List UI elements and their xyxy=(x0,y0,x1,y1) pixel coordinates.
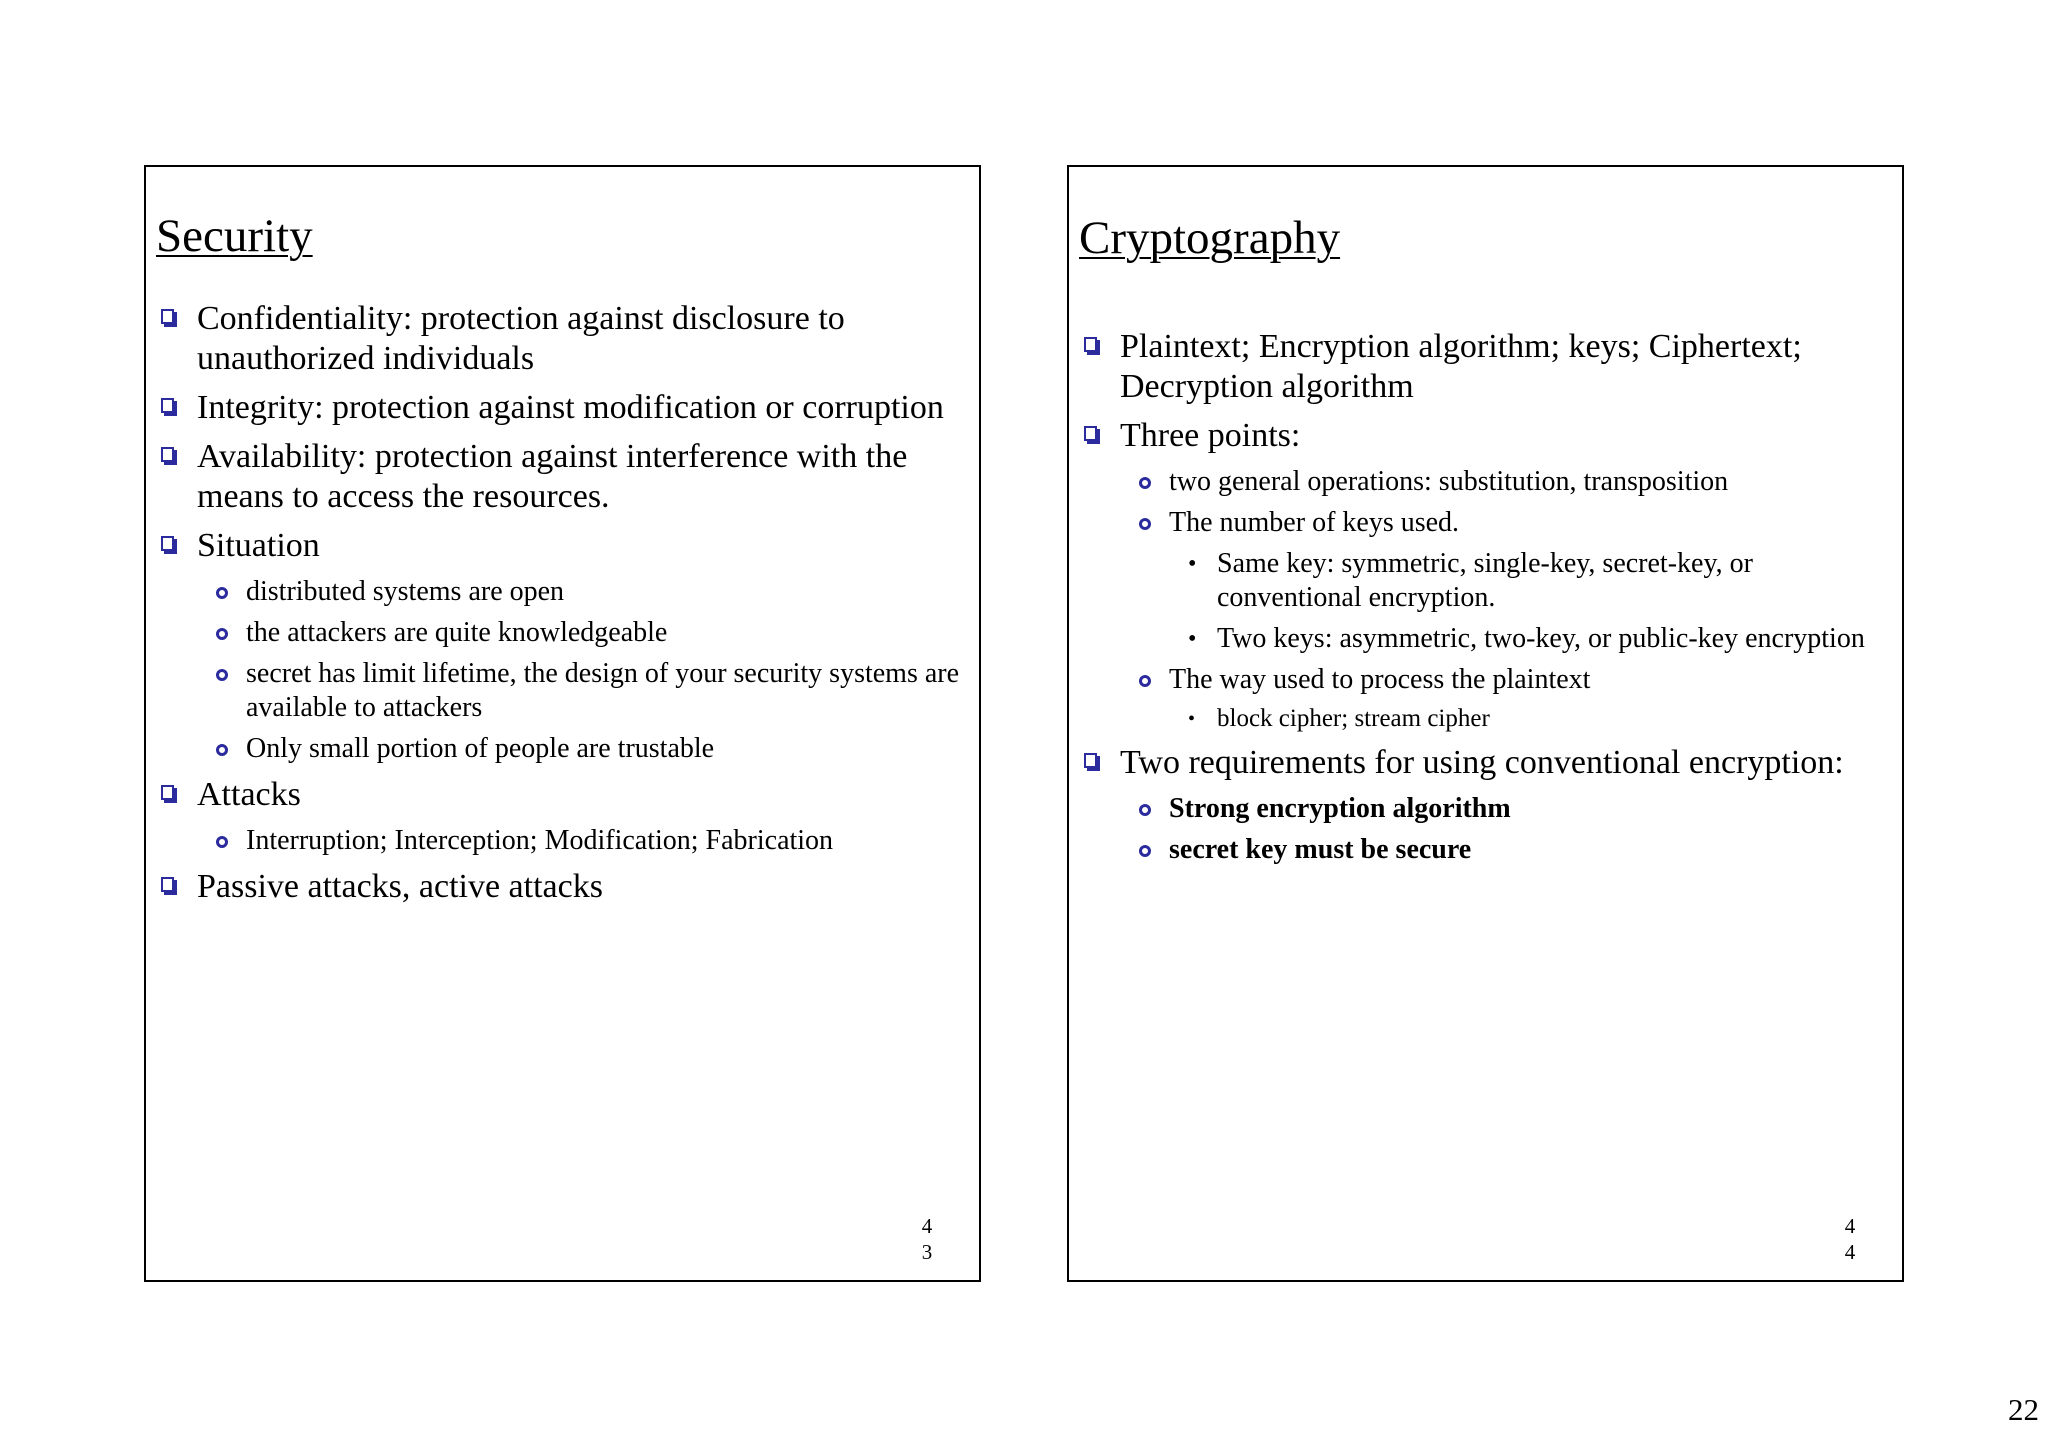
bullet-list xyxy=(146,299,971,916)
bullet-list xyxy=(1069,327,1894,876)
slide-cryptography xyxy=(1067,165,1904,1282)
list-item: Two requirements for using conventional encryption: Strong encryption algorithm secret key must be secure xyxy=(1069,743,1894,867)
sub-list xyxy=(197,575,971,766)
sub-list-item: The number of keys used. • Same key: symmetric, single-key, secret-key, or conventional encryption. • Two keys: asymmetric, two-key, or public-key encryption xyxy=(1120,506,1894,656)
slide-number: 44 xyxy=(1844,1214,1856,1264)
sub-sub-list xyxy=(1169,704,1894,734)
circle-bullet-icon xyxy=(216,744,228,756)
sub-list xyxy=(197,824,971,858)
sub-sub-list xyxy=(1169,547,1894,656)
sub-list-item: the attackers are quite knowledgeable xyxy=(197,616,971,650)
circle-bullet-icon xyxy=(1139,518,1151,530)
circle-bullet-icon xyxy=(1139,477,1151,489)
sub-list-item: two general operations: substitution, transposition xyxy=(1120,465,1894,499)
list-item: Plaintext; Encryption algorithm; keys; Ciphertext; Decryption algorithm xyxy=(1069,327,1894,407)
slide-number: 43 xyxy=(921,1214,933,1264)
list-item: Availability: protection against interference with the means to access the resources. xyxy=(146,437,971,517)
square-bullet-icon xyxy=(161,536,174,551)
sub-sub-list-item: • Same key: symmetric, single-key, secret-key, or conventional encryption. xyxy=(1188,548,1753,613)
slide-title: Cryptography xyxy=(1079,212,1341,264)
circle-bullet-icon xyxy=(216,836,228,848)
square-bullet-icon xyxy=(161,877,174,892)
list-item: Integrity: protection against modification or corruption xyxy=(146,388,971,428)
circle-bullet-icon xyxy=(216,587,228,599)
sub-sub-list-item: • Two keys: asymmetric, two-key, or public-key encryption xyxy=(1188,623,1865,654)
dot-bullet-icon: • xyxy=(1188,551,1197,577)
list-item: Passive attacks, active attacks xyxy=(146,867,971,907)
circle-bullet-icon xyxy=(1139,675,1151,687)
dot-bullet-icon: • xyxy=(1188,626,1197,652)
square-bullet-icon xyxy=(161,309,174,324)
square-bullet-icon xyxy=(1084,426,1097,441)
list-item: Confidentiality: protection against disclosure to unauthorized individuals xyxy=(146,299,971,379)
dot-bullet-icon: • xyxy=(1188,708,1196,730)
square-bullet-icon xyxy=(161,785,174,800)
sub-list-item: secret has limit lifetime, the design of your security systems are available to attackers xyxy=(197,657,971,725)
slide-title: Security xyxy=(156,210,313,262)
sub-list-item: Interruption; Interception; Modification; Fabrication xyxy=(197,824,971,858)
sub-list-item: Strong encryption algorithm xyxy=(1120,792,1894,826)
sub-list xyxy=(1120,465,1894,734)
square-bullet-icon xyxy=(1084,337,1097,352)
circle-bullet-icon xyxy=(1139,845,1151,857)
page-number: 22 xyxy=(2008,1392,2039,1427)
sub-list-item: secret key must be secure xyxy=(1120,833,1894,867)
sub-list-item: distributed systems are open xyxy=(197,575,971,609)
square-bullet-icon xyxy=(1084,753,1097,768)
square-bullet-icon xyxy=(161,447,174,462)
circle-bullet-icon xyxy=(1139,804,1151,816)
sub-list-item: The way used to process the plaintext • block cipher; stream cipher xyxy=(1120,663,1894,734)
list-item: Situation distributed systems are open the attackers are quite knowledgeable secret has limit lifetime, the design of your security systems are available to attackers Only small portion of people are trustable xyxy=(146,526,971,766)
circle-bullet-icon xyxy=(216,628,228,640)
square-bullet-icon xyxy=(161,398,174,413)
circle-bullet-icon xyxy=(216,669,228,681)
list-item: Three points: two general operations: substitution, transposition The number of keys used. • Same key: symmetric, single-key, secret-key, or conventional encryption. • Two keys: asymmetric, two-key, or public-key encryption The way used to process the plaintext • block cipher; stream cipher xyxy=(1069,416,1894,734)
list-item: Attacks Interruption; Interception; Modification; Fabrication xyxy=(146,775,971,858)
sub-list-item: Only small portion of people are trustable xyxy=(197,732,971,766)
sub-sub-list-item: • block cipher; stream cipher xyxy=(1188,705,1490,732)
slide-security xyxy=(144,165,981,1282)
sub-list xyxy=(1120,792,1894,867)
